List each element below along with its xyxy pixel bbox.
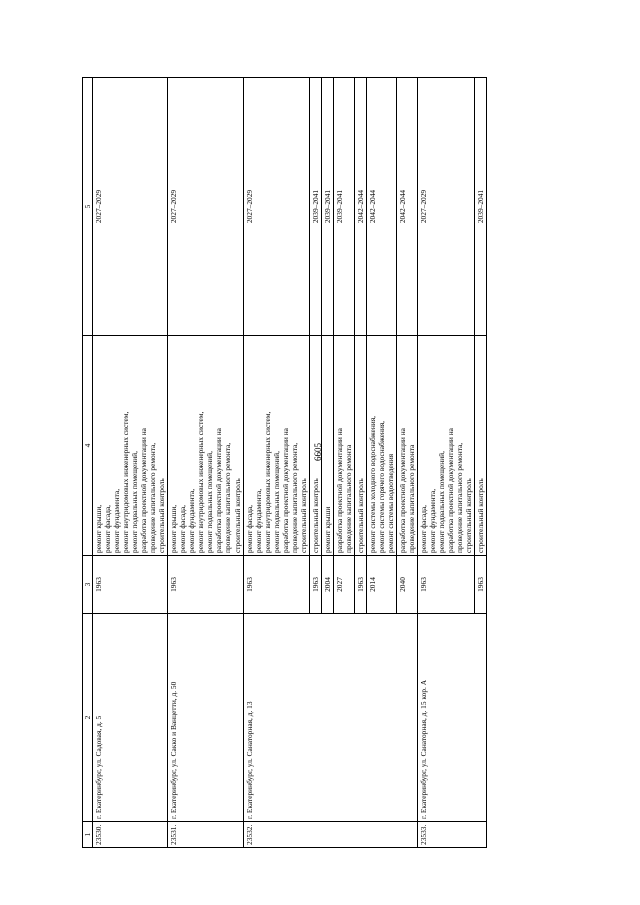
reference-year: 1963 xyxy=(243,556,309,614)
work-item: проведение капитального ремонта xyxy=(407,444,417,553)
works-list xyxy=(309,336,321,556)
planned-period: 2027–2029 xyxy=(93,78,168,336)
work-item: ремонт фундамента, xyxy=(112,488,122,553)
planned-period: 2027–2029 xyxy=(418,78,475,336)
planned-period: 2027–2029 xyxy=(243,78,309,336)
work-item: проведение капитального ремонта xyxy=(343,444,353,553)
registry-table-wrapper xyxy=(82,78,587,848)
works-list xyxy=(475,336,487,556)
work-item: ремонт подвальных помещений, xyxy=(271,451,281,553)
work-item: ремонт фасада, xyxy=(244,505,254,553)
page-number: 6605 xyxy=(313,443,323,461)
registry-table xyxy=(82,77,487,848)
work-item: строительный контроль xyxy=(310,478,320,553)
works-list xyxy=(397,336,418,556)
header-col-4: 4 xyxy=(83,336,93,556)
reference-year: 2014 xyxy=(366,556,396,614)
table-row xyxy=(418,78,475,848)
header-col-5: 5 xyxy=(83,78,93,336)
works-list xyxy=(93,336,168,556)
reference-year: 1963 xyxy=(418,556,475,614)
reference-year: 1963 xyxy=(168,556,243,614)
work-item: ремонт фасада, xyxy=(419,505,429,553)
work-item: строительный контроль xyxy=(355,478,365,553)
reference-year: 2004 xyxy=(321,556,333,614)
reference-year: 1963 xyxy=(354,556,366,614)
works-list xyxy=(366,336,396,556)
planned-period: 2039–2041 xyxy=(321,78,333,336)
work-item: разработка проектной документации на xyxy=(398,428,407,553)
work-item: ремонт фундамента, xyxy=(253,488,263,553)
work-item: разработка проектной документации на xyxy=(446,428,456,553)
header-col-1: 1 xyxy=(83,822,93,848)
reference-year: 1963 xyxy=(309,556,321,614)
registry-body xyxy=(93,78,487,848)
work-item: ремонт внутридомовых инженерных систем, xyxy=(196,411,206,553)
works-list xyxy=(333,336,354,556)
work-item: ремонт крыши, xyxy=(94,504,104,553)
work-item: ремонт подвальных помещений, xyxy=(205,451,215,553)
work-item: ремонт системы водоотведения xyxy=(385,453,395,553)
work-item: ремонт внутридомовых инженерных систем, xyxy=(262,411,272,553)
planned-period: 2027–2029 xyxy=(168,78,243,336)
table-row xyxy=(168,78,243,848)
work-item: строительный контроль xyxy=(476,478,486,553)
work-item: строительный контроль xyxy=(464,478,474,553)
works-list xyxy=(321,336,333,556)
work-item: разработка проектной документации на xyxy=(280,428,290,553)
works-list xyxy=(418,336,475,556)
work-item: строительный контроль xyxy=(298,478,308,553)
building-address: г. Екатеринбург, ул. Санаторная, д. 15 кор. А xyxy=(418,614,487,822)
reference-year: 1963 xyxy=(475,556,487,614)
record-number: 23530. xyxy=(93,822,168,848)
work-item: строительный контроль xyxy=(232,478,242,553)
header-row xyxy=(83,78,93,848)
planned-period: 2039–2041 xyxy=(309,78,321,336)
works-list xyxy=(354,336,366,556)
work-item: ремонт фасада, xyxy=(178,505,188,553)
work-item: ремонт системы горячего водоснабжения, xyxy=(376,420,386,553)
header-col-3: 3 xyxy=(83,556,93,614)
work-item: ремонт фундамента, xyxy=(187,488,197,553)
work-item: проведение капитального ремонта, xyxy=(455,442,465,553)
planned-period: 2042–2044 xyxy=(354,78,366,336)
record-number: 23533. xyxy=(418,822,487,848)
work-item: ремонт крыши xyxy=(322,506,332,553)
reference-year: 2027 xyxy=(333,556,354,614)
work-item: строительный контроль xyxy=(157,478,167,553)
work-item: ремонт подвальных помещений, xyxy=(437,451,447,553)
work-item: ремонт внутридомовых инженерных систем, xyxy=(121,411,131,553)
table-row xyxy=(243,78,309,848)
work-item: ремонт фасада, xyxy=(103,505,113,553)
reference-year: 2040 xyxy=(397,556,418,614)
planned-period: 2039–2041 xyxy=(475,78,487,336)
work-item: разработка проектной документации на xyxy=(334,428,344,553)
record-number: 23531. xyxy=(168,822,243,848)
work-item: проведение капитального ремонта, xyxy=(148,442,158,553)
reference-year: 1963 xyxy=(93,556,168,614)
header-col-2: 2 xyxy=(83,614,93,822)
work-item: ремонт системы холодного водоснабжения, xyxy=(367,416,377,553)
work-item: ремонт подвальных помещений, xyxy=(130,451,140,553)
record-number: 23532. xyxy=(243,822,418,848)
works-list xyxy=(168,336,243,556)
work-item: проведение капитального ремонта, xyxy=(289,442,299,553)
work-item: ремонт крыши, xyxy=(169,504,179,553)
work-item: проведение капитального ремонта, xyxy=(223,442,233,553)
planned-period: 2042–2044 xyxy=(397,78,418,336)
building-address: г. Екатеринбург, ул. Сакко и Ванцетти, д. 50 xyxy=(168,614,243,822)
planned-period: 2042–2044 xyxy=(366,78,396,336)
building-address: г. Екатеринбург, ул. Санаторная, д. 13 xyxy=(243,614,418,822)
work-item: разработка проектной документации на xyxy=(139,428,149,553)
work-item: разработка проектной документации на xyxy=(214,428,224,553)
works-list xyxy=(243,336,309,556)
planned-period: 2039–2041 xyxy=(333,78,354,336)
work-item: ремонт фундамента, xyxy=(428,488,438,553)
table-row xyxy=(93,78,168,848)
building-address: г. Екатеринбург, ул. Садовая, д. 5 xyxy=(93,614,168,822)
